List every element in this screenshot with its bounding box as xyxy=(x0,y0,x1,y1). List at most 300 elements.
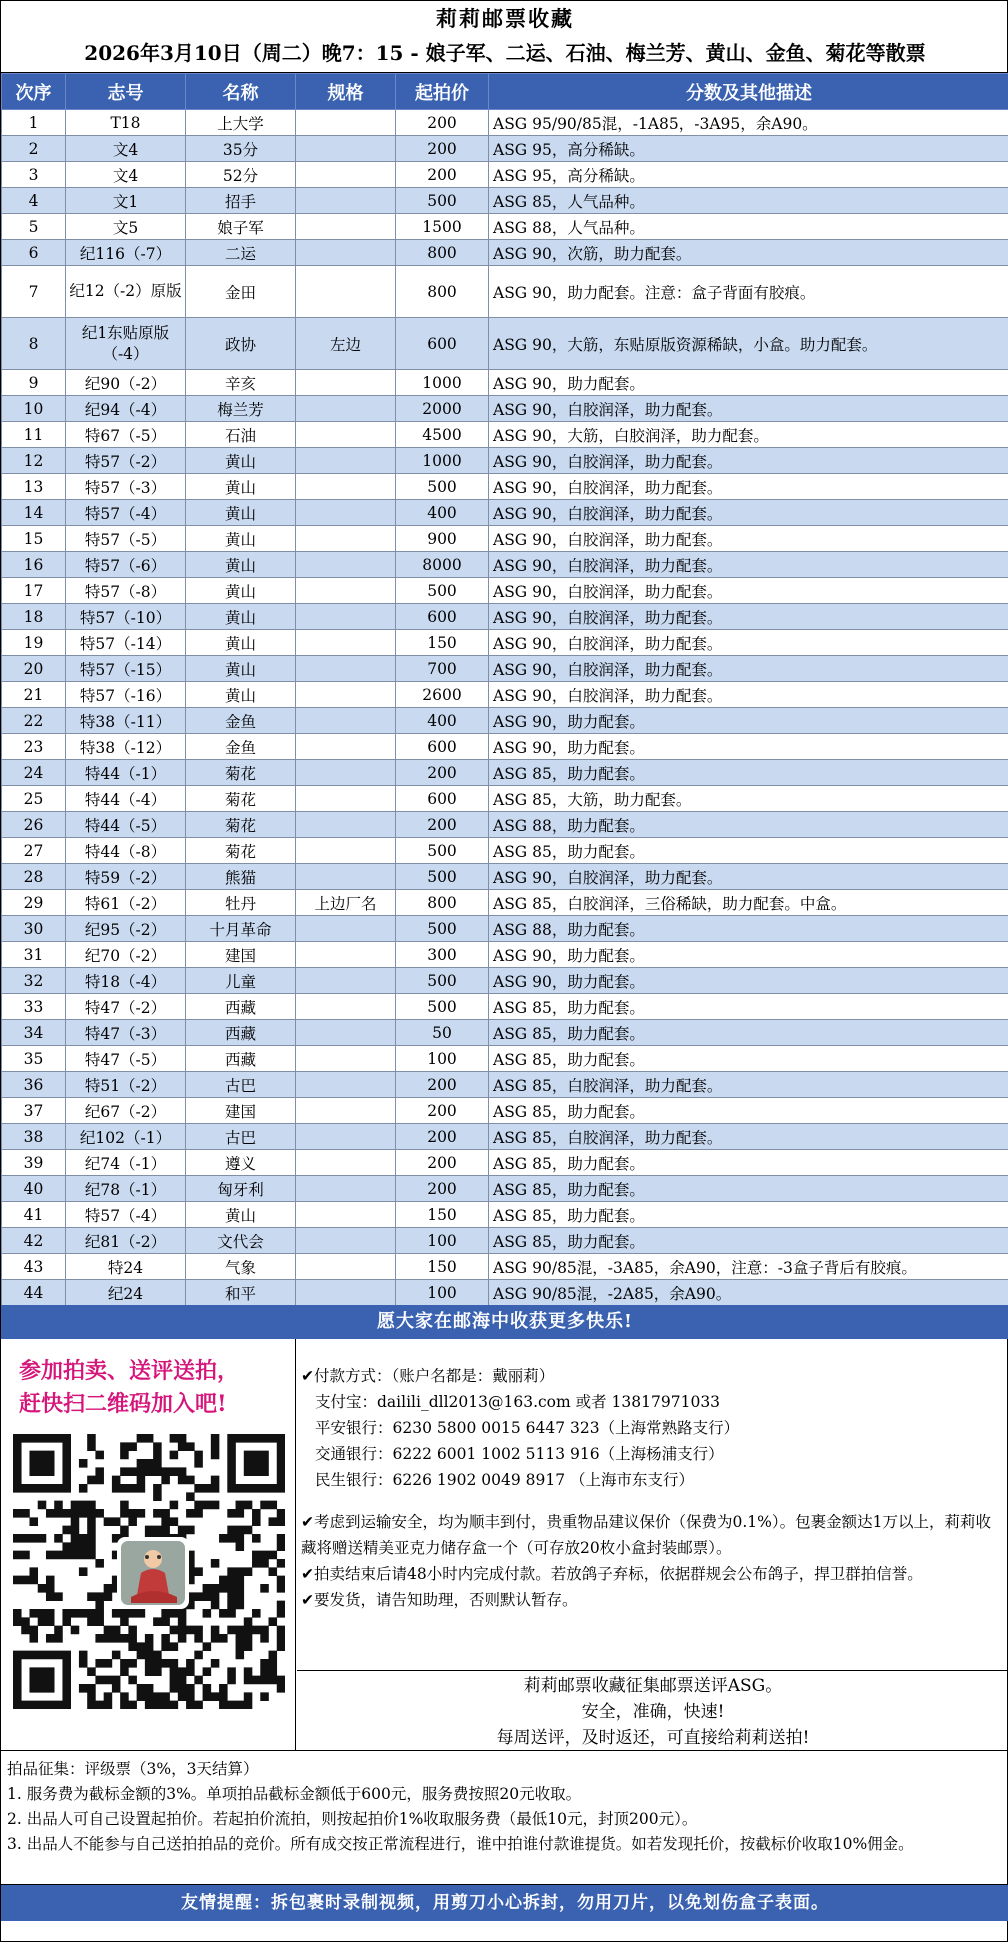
lot-start-price: 600 xyxy=(396,318,489,370)
lot-start-price: 200 xyxy=(396,1124,489,1150)
lot-start-price: 500 xyxy=(396,916,489,942)
lot-name: 黄山 xyxy=(186,1202,296,1228)
lot-name: 西藏 xyxy=(186,994,296,1020)
table-row xyxy=(2,1046,1008,1072)
lot-start-price: 800 xyxy=(396,890,489,916)
lot-description: ASG 90，次筋，助力配套。 xyxy=(489,240,1008,266)
table-row xyxy=(2,552,1008,578)
lot-number: 27 xyxy=(2,838,66,864)
lot-start-price: 2600 xyxy=(396,682,489,708)
lot-number: 38 xyxy=(2,1124,66,1150)
lot-start-price: 1000 xyxy=(396,448,489,474)
rule-item: 3. 出品人不能参与自己送拍拍品的竞价。所有成交按正常流程进行，谁中拍谁付款谁提货。如若发现托价，按截标价收取10%佣金。 xyxy=(7,1835,914,1853)
lot-number: 30 xyxy=(2,916,66,942)
table-row xyxy=(2,422,1008,448)
lot-code: 纪116（-7） xyxy=(66,240,186,266)
lot-number: 20 xyxy=(2,656,66,682)
lot-spec xyxy=(296,1150,396,1176)
lot-spec: 上边厂名 xyxy=(296,890,396,916)
lot-number: 1 xyxy=(2,110,66,136)
lot-start-price: 100 xyxy=(396,1046,489,1072)
lot-number: 21 xyxy=(2,682,66,708)
lot-description: ASG 85，白胶润泽，三俗稀缺，助力配套。中盒。 xyxy=(489,890,1008,916)
lot-number: 23 xyxy=(2,734,66,760)
lot-description: ASG 85，助力配套。 xyxy=(489,1228,1008,1254)
lot-description: ASG 85，助力配套。 xyxy=(489,1020,1008,1046)
table-row xyxy=(2,890,1008,916)
lot-start-price: 150 xyxy=(396,1254,489,1280)
lot-start-price: 200 xyxy=(396,1176,489,1202)
lot-code: 特57（-3） xyxy=(66,474,186,500)
lot-description: ASG 90，大筋，东贴原版资源稀缺，小盒。助力配套。 xyxy=(489,318,1008,370)
lot-description: ASG 90，助力配套。 xyxy=(489,734,1008,760)
lot-number: 34 xyxy=(2,1020,66,1046)
lot-number: 37 xyxy=(2,1098,66,1124)
lot-description: ASG 88，助力配套。 xyxy=(489,916,1008,942)
lot-spec xyxy=(296,188,396,214)
table-row xyxy=(2,916,1008,942)
lot-code: 纪74（-1） xyxy=(66,1150,186,1176)
collection-line: 安全，准确，快速! xyxy=(581,1702,725,1722)
lot-start-price: 600 xyxy=(396,734,489,760)
table-row xyxy=(2,526,1008,552)
lot-spec xyxy=(296,1228,396,1254)
lot-code: 纪78（-1） xyxy=(66,1176,186,1202)
table-row xyxy=(2,110,1008,136)
lot-code: 特44（-1） xyxy=(66,760,186,786)
lot-start-price: 500 xyxy=(396,994,489,1020)
payment-bocom: 交通银行：6222 6001 1002 5113 916（上海杨浦支行） xyxy=(315,1445,724,1463)
table-row xyxy=(2,1254,1008,1280)
lot-name: 政协 xyxy=(186,318,296,370)
footer-reminder: 友情提醒：拆包裹时录制视频，用剪刀小心拆封，勿用刀片，以免划伤盒子表面。 xyxy=(1,1885,1008,1921)
lot-description: ASG 88，人气品种。 xyxy=(489,214,1008,240)
lot-start-price: 200 xyxy=(396,1098,489,1124)
lot-name: 黄山 xyxy=(186,578,296,604)
lot-code: 纪81（-2） xyxy=(66,1228,186,1254)
lot-number: 22 xyxy=(2,708,66,734)
lot-spec xyxy=(296,500,396,526)
lot-spec xyxy=(296,110,396,136)
lot-code: 特59（-2） xyxy=(66,864,186,890)
lot-spec xyxy=(296,786,396,812)
lot-description: ASG 85，人气品种。 xyxy=(489,188,1008,214)
lot-description: ASG 90，白胶润泽，助力配套。 xyxy=(489,552,1008,578)
wish-banner: 愿大家在邮海中收获更多快乐! xyxy=(1,1305,1008,1339)
lot-description: ASG 85，白胶润泽，助力配套。 xyxy=(489,1124,1008,1150)
lot-spec xyxy=(296,1254,396,1280)
lot-name: 菊花 xyxy=(186,786,296,812)
lot-name: 儿童 xyxy=(186,968,296,994)
info-section xyxy=(1,1339,1008,1751)
lot-number: 11 xyxy=(2,422,66,448)
lot-spec xyxy=(296,396,396,422)
lot-start-price: 200 xyxy=(396,136,489,162)
lot-description: ASG 85，助力配套。 xyxy=(489,838,1008,864)
lot-description: ASG 90，白胶润泽，助力配套。 xyxy=(489,396,1008,422)
lot-spec xyxy=(296,214,396,240)
table-row xyxy=(2,214,1008,240)
lot-name: 石油 xyxy=(186,422,296,448)
lot-number: 39 xyxy=(2,1150,66,1176)
lot-number: 41 xyxy=(2,1202,66,1228)
collection-line: 每周送评，及时返还，可直接给莉莉送拍! xyxy=(496,1728,810,1748)
lot-number: 5 xyxy=(2,214,66,240)
lot-code: 特44（-4） xyxy=(66,786,186,812)
col-header-no: 次序 xyxy=(2,74,66,110)
lot-number: 25 xyxy=(2,786,66,812)
table-row xyxy=(2,682,1008,708)
lot-code: 特57（-4） xyxy=(66,500,186,526)
lot-name: 辛亥 xyxy=(186,370,296,396)
lot-start-price: 800 xyxy=(396,240,489,266)
table-row xyxy=(2,136,1008,162)
lot-code: 纪94（-4） xyxy=(66,396,186,422)
lot-name: 黄山 xyxy=(186,448,296,474)
lot-number: 6 xyxy=(2,240,66,266)
payment-pingan: 平安银行：6230 5800 0015 6447 323（上海常熟路支行） xyxy=(315,1419,740,1437)
col-header-code: 志号 xyxy=(66,74,186,110)
lot-code: 特61（-2） xyxy=(66,890,186,916)
lot-spec xyxy=(296,1072,396,1098)
lot-start-price: 600 xyxy=(396,604,489,630)
lot-name: 梅兰芳 xyxy=(186,396,296,422)
table-row xyxy=(2,1124,1008,1150)
table-row xyxy=(2,370,1008,396)
rules-section xyxy=(1,1751,1008,1885)
lot-description: ASG 85，助力配套。 xyxy=(489,1098,1008,1124)
table-row xyxy=(2,1202,1008,1228)
lot-description: ASG 90，白胶润泽，助力配套。 xyxy=(489,656,1008,682)
lot-spec xyxy=(296,942,396,968)
lot-number: 36 xyxy=(2,1072,66,1098)
lot-code: 特57（-8） xyxy=(66,578,186,604)
lot-name: 古巴 xyxy=(186,1124,296,1150)
lot-code: 特51（-2） xyxy=(66,1072,186,1098)
lot-name: 金鱼 xyxy=(186,734,296,760)
lot-name: 西藏 xyxy=(186,1046,296,1072)
lot-name: 和平 xyxy=(186,1280,296,1306)
lot-number: 9 xyxy=(2,370,66,396)
lot-name: 35分 xyxy=(186,136,296,162)
lot-spec xyxy=(296,1280,396,1306)
table-row xyxy=(2,942,1008,968)
payment-deadline-note: ✔拍卖结束后请48小时内完成付款。若放鸽子弃标，依据群规会公布鸽子，捍卫群拍信誉。 xyxy=(301,1565,923,1583)
lot-spec xyxy=(296,1020,396,1046)
lot-number: 7 xyxy=(2,266,66,318)
lot-code: 特57（-14） xyxy=(66,630,186,656)
collection-notice xyxy=(297,1672,1008,1751)
lot-spec xyxy=(296,604,396,630)
col-header-price: 起拍价 xyxy=(396,74,489,110)
lot-description: ASG 88，助力配套。 xyxy=(489,812,1008,838)
lot-spec xyxy=(296,266,396,318)
lot-code: 文4 xyxy=(66,136,186,162)
table-row xyxy=(2,474,1008,500)
qr-code-icon[interactable] xyxy=(13,1434,285,1709)
lot-start-price: 100 xyxy=(396,1280,489,1306)
table-row xyxy=(2,708,1008,734)
lot-start-price: 2000 xyxy=(396,396,489,422)
lot-code: T18 xyxy=(66,110,186,136)
lot-code: 特57（-5） xyxy=(66,526,186,552)
lot-description: ASG 85，助力配套。 xyxy=(489,760,1008,786)
page-subtitle: 2026年3月10日（周二）晚7：15 - 娘子军、二运、石油、梅兰芳、黄山、金鱼、菊花等散票 xyxy=(84,41,926,65)
lot-spec xyxy=(296,552,396,578)
lot-spec xyxy=(296,1046,396,1072)
table-row xyxy=(2,604,1008,630)
table-row xyxy=(2,812,1008,838)
lot-start-price: 150 xyxy=(396,1202,489,1228)
lot-spec xyxy=(296,240,396,266)
lot-name: 菊花 xyxy=(186,812,296,838)
lot-number: 13 xyxy=(2,474,66,500)
lot-code: 特67（-5） xyxy=(66,422,186,448)
lot-description: ASG 90，白胶润泽，助力配套。 xyxy=(489,526,1008,552)
lot-name: 招手 xyxy=(186,188,296,214)
lot-start-price: 8000 xyxy=(396,552,489,578)
lot-description: ASG 90，白胶润泽，助力配套。 xyxy=(489,448,1008,474)
table-row xyxy=(2,760,1008,786)
table-row xyxy=(2,1150,1008,1176)
lot-name: 黄山 xyxy=(186,552,296,578)
lot-code: 纪67（-2） xyxy=(66,1098,186,1124)
lot-description: ASG 90，白胶润泽，助力配套。 xyxy=(489,578,1008,604)
lot-code: 文1 xyxy=(66,188,186,214)
lot-number: 31 xyxy=(2,942,66,968)
lot-name: 上大学 xyxy=(186,110,296,136)
lot-name: 黄山 xyxy=(186,604,296,630)
lot-number: 2 xyxy=(2,136,66,162)
lot-code: 特57（-16） xyxy=(66,682,186,708)
lot-start-price: 200 xyxy=(396,110,489,136)
lot-description: ASG 90，白胶润泽，助力配套。 xyxy=(489,474,1008,500)
rules-heading: 拍品征集：评级票（3%，3天结算） xyxy=(7,1760,259,1778)
lot-name: 气象 xyxy=(186,1254,296,1280)
lot-spec xyxy=(296,162,396,188)
table-row xyxy=(2,318,1008,370)
table-row xyxy=(2,1020,1008,1046)
lot-start-price: 700 xyxy=(396,656,489,682)
table-row xyxy=(2,240,1008,266)
lot-description: ASG 90/85混，-3A85，余A90，注意：-3盒子背后有胶痕。 xyxy=(489,1254,1008,1280)
table-row xyxy=(2,500,1008,526)
lot-name: 黄山 xyxy=(186,526,296,552)
lot-name: 遵义 xyxy=(186,1150,296,1176)
lot-code: 纪95（-2） xyxy=(66,916,186,942)
table-row xyxy=(2,786,1008,812)
lot-name: 黄山 xyxy=(186,682,296,708)
table-row xyxy=(2,656,1008,682)
lot-description: ASG 90，助力配套。注意：盒子背面有胶痕。 xyxy=(489,266,1008,318)
lot-start-price: 300 xyxy=(396,942,489,968)
table-row xyxy=(2,162,1008,188)
invite-line: 参加拍卖、送评送拍， xyxy=(19,1358,240,1384)
lot-spec xyxy=(296,812,396,838)
lot-start-price: 400 xyxy=(396,708,489,734)
lot-start-price: 500 xyxy=(396,474,489,500)
lot-description: ASG 85，白胶润泽，助力配套。 xyxy=(489,1072,1008,1098)
lot-start-price: 500 xyxy=(396,578,489,604)
lot-number: 32 xyxy=(2,968,66,994)
lot-description: ASG 90，大筋，白胶润泽，助力配套。 xyxy=(489,422,1008,448)
table-row xyxy=(2,734,1008,760)
lot-start-price: 4500 xyxy=(396,422,489,448)
lot-name: 文代会 xyxy=(186,1228,296,1254)
page-title: 莉莉邮票收藏 xyxy=(436,6,574,31)
payment-and-notes xyxy=(297,1339,1008,1671)
lot-name: 二运 xyxy=(186,240,296,266)
table-row xyxy=(2,838,1008,864)
lot-start-price: 50 xyxy=(396,1020,489,1046)
lot-description: ASG 90，白胶润泽，助力配套。 xyxy=(489,500,1008,526)
title-block xyxy=(1,1,1008,73)
lot-spec xyxy=(296,916,396,942)
lot-code: 特24 xyxy=(66,1254,186,1280)
lot-name: 十月革命 xyxy=(186,916,296,942)
lot-start-price: 800 xyxy=(396,266,489,318)
lot-description: ASG 90，白胶润泽，助力配套。 xyxy=(489,682,1008,708)
lot-description: ASG 90，白胶润泽，助力配套。 xyxy=(489,864,1008,890)
lot-name: 黄山 xyxy=(186,656,296,682)
lot-number: 19 xyxy=(2,630,66,656)
table-row xyxy=(2,396,1008,422)
lot-code: 特44（-5） xyxy=(66,812,186,838)
lot-code: 特47（-2） xyxy=(66,994,186,1020)
lot-number: 43 xyxy=(2,1254,66,1280)
lot-description: ASG 85，助力配套。 xyxy=(489,1046,1008,1072)
lot-code: 特57（-15） xyxy=(66,656,186,682)
lot-description: ASG 95，高分稀缺。 xyxy=(489,136,1008,162)
lot-start-price: 1500 xyxy=(396,214,489,240)
lot-spec xyxy=(296,656,396,682)
table-row xyxy=(2,1176,1008,1202)
lot-number: 12 xyxy=(2,448,66,474)
lot-spec xyxy=(296,1176,396,1202)
lot-name: 菊花 xyxy=(186,760,296,786)
lot-number: 44 xyxy=(2,1280,66,1306)
lot-spec: 左边 xyxy=(296,318,396,370)
lots-body xyxy=(2,110,1008,1306)
lot-number: 18 xyxy=(2,604,66,630)
table-row xyxy=(2,1228,1008,1254)
lot-spec xyxy=(296,682,396,708)
col-header-name: 名称 xyxy=(186,74,296,110)
lot-number: 15 xyxy=(2,526,66,552)
invite-text xyxy=(19,1355,289,1421)
table-row xyxy=(2,578,1008,604)
table-row xyxy=(2,266,1008,318)
lot-spec xyxy=(296,968,396,994)
qr-avatar-icon xyxy=(117,1537,189,1609)
lot-code: 纪102（-1） xyxy=(66,1124,186,1150)
lot-name: 黄山 xyxy=(186,500,296,526)
lot-description: ASG 85，助力配套。 xyxy=(489,994,1008,1020)
lot-code: 特47（-3） xyxy=(66,1020,186,1046)
payment-minsheng: 民生银行：6226 1902 0049 8917 （上海市东支行） xyxy=(315,1471,694,1489)
lot-start-price: 500 xyxy=(396,864,489,890)
lot-number: 8 xyxy=(2,318,66,370)
table-row xyxy=(2,968,1008,994)
lot-start-price: 1000 xyxy=(396,370,489,396)
lot-description: ASG 85，助力配套。 xyxy=(489,1176,1008,1202)
lot-start-price: 600 xyxy=(396,786,489,812)
lot-number: 10 xyxy=(2,396,66,422)
lot-description: ASG 95，高分稀缺。 xyxy=(489,162,1008,188)
lot-spec xyxy=(296,448,396,474)
lot-name: 金鱼 xyxy=(186,708,296,734)
lot-code: 纪1东贴原版（-4） xyxy=(66,318,186,370)
lot-description: ASG 85，大筋，助力配套。 xyxy=(489,786,1008,812)
lot-name: 牡丹 xyxy=(186,890,296,916)
lot-name: 西藏 xyxy=(186,1020,296,1046)
lot-start-price: 500 xyxy=(396,968,489,994)
lot-spec xyxy=(296,578,396,604)
collection-line: 莉莉邮票收藏征集邮票送评ASG。 xyxy=(523,1676,783,1696)
lot-start-price: 400 xyxy=(396,500,489,526)
lot-spec xyxy=(296,1202,396,1228)
invite-line: 赶快扫二维码加入吧! xyxy=(19,1391,227,1417)
lot-start-price: 500 xyxy=(396,838,489,864)
lot-spec xyxy=(296,864,396,890)
shipping-note: ✔考虑到运输安全，均为顺丰到付，贵重物品建议保价（保费为0.1%）。包裹金额达1万以上，莉莉收藏将赠送精美亚克力储存盒一个（可存放20枚小盒封装邮票）。 xyxy=(301,1513,991,1557)
table-row xyxy=(2,448,1008,474)
lot-code: 特57（-10） xyxy=(66,604,186,630)
lot-name: 熊猫 xyxy=(186,864,296,890)
lot-name: 金田 xyxy=(186,266,296,318)
lot-code: 纪70（-2） xyxy=(66,942,186,968)
lot-description: ASG 90，助力配套。 xyxy=(489,370,1008,396)
rule-item: 1. 服务费为截标金额的3%。单项拍品截标金额低于600元，服务费按照20元收取。 xyxy=(7,1785,582,1803)
lot-number: 33 xyxy=(2,994,66,1020)
lot-spec xyxy=(296,370,396,396)
lot-spec xyxy=(296,994,396,1020)
lot-description: ASG 90，助力配套。 xyxy=(489,942,1008,968)
lot-start-price: 900 xyxy=(396,526,489,552)
lot-code: 特38（-11） xyxy=(66,708,186,734)
lot-number: 16 xyxy=(2,552,66,578)
lot-number: 28 xyxy=(2,864,66,890)
lot-name: 黄山 xyxy=(186,474,296,500)
lot-number: 29 xyxy=(2,890,66,916)
lot-start-price: 200 xyxy=(396,1072,489,1098)
lot-spec xyxy=(296,422,396,448)
lot-number: 17 xyxy=(2,578,66,604)
lot-code: 文5 xyxy=(66,214,186,240)
lot-code: 特44（-8） xyxy=(66,838,186,864)
lot-name: 菊花 xyxy=(186,838,296,864)
payment-alipay: 支付宝：daililі_dll2013@163.com 或者 13817971033 xyxy=(315,1393,721,1411)
lot-code: 特38（-12） xyxy=(66,734,186,760)
lot-spec xyxy=(296,1124,396,1150)
lot-code: 特57（-4） xyxy=(66,1202,186,1228)
lot-description: ASG 90，助力配套。 xyxy=(489,968,1008,994)
lot-name: 52分 xyxy=(186,162,296,188)
lot-spec xyxy=(296,136,396,162)
delivery-note: ✔要发货，请告知助理，否则默认暂存。 xyxy=(301,1591,578,1609)
lot-spec xyxy=(296,708,396,734)
lot-name: 黄山 xyxy=(186,630,296,656)
lot-description: ASG 90/85混，-2A85，余A90。 xyxy=(489,1280,1008,1306)
lot-description: ASG 95/90/85混，-1A85，-3A95，余A90。 xyxy=(489,110,1008,136)
lot-description: ASG 85，助力配套。 xyxy=(489,1202,1008,1228)
lot-start-price: 200 xyxy=(396,1150,489,1176)
lot-spec xyxy=(296,526,396,552)
lot-start-price: 100 xyxy=(396,1228,489,1254)
table-row xyxy=(2,1098,1008,1124)
lot-number: 14 xyxy=(2,500,66,526)
lot-name: 匈牙利 xyxy=(186,1176,296,1202)
